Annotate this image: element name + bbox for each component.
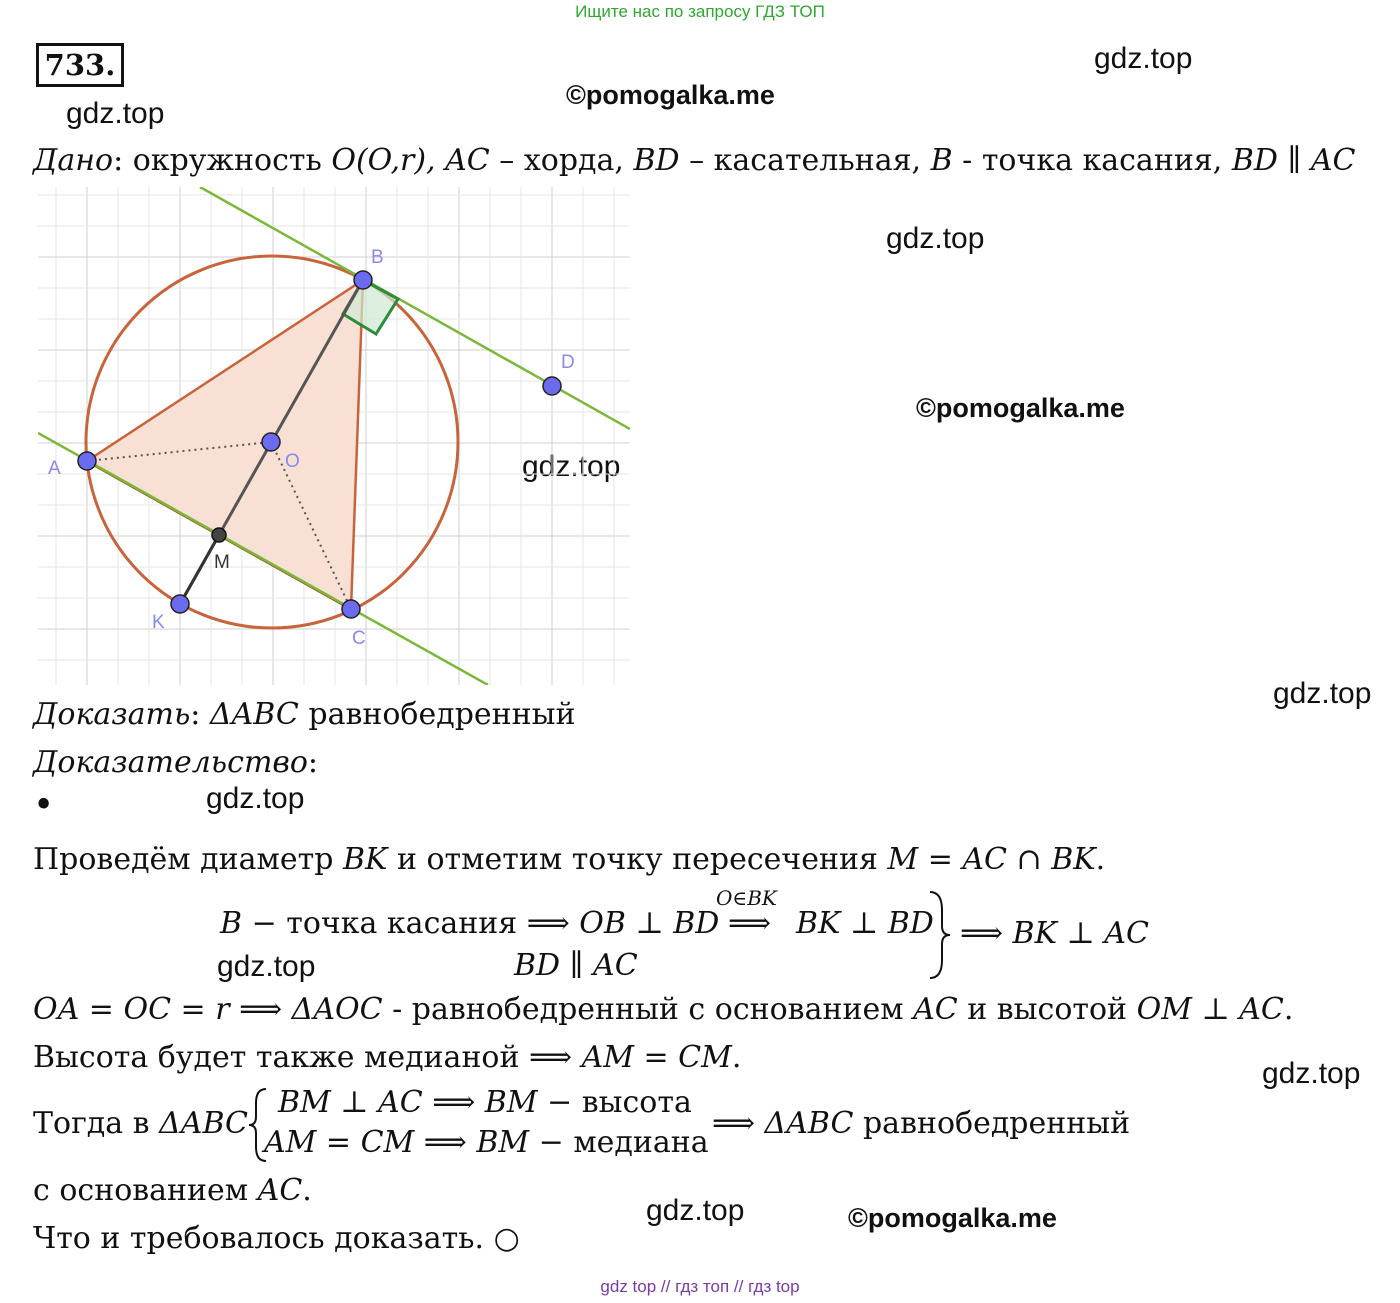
proof-step-2: [33, 992, 1293, 1028]
system1-line2: BD ∥ AC: [514, 948, 638, 983]
system1-arrow: ⟹: [728, 906, 772, 941]
watermark-gdz: gdz.top: [66, 97, 165, 130]
step-math: OM ⊥ AC: [1136, 992, 1284, 1027]
prove-text: :: [190, 697, 210, 732]
conclusion: Что и требовалось доказать. ○: [33, 1221, 520, 1256]
system-math: ⟹ OB ⊥ BD: [526, 906, 720, 941]
label-d: D: [561, 352, 575, 373]
proof-step-5: [33, 1173, 312, 1209]
watermark-gdz: gdz.top: [1094, 42, 1193, 75]
given-text: – касательная,: [679, 143, 931, 178]
watermark-gdz: gdz.top: [522, 450, 621, 483]
label-c: C: [352, 628, 366, 649]
system-math: AM = CM ⟹ BM: [264, 1125, 530, 1160]
watermark-gdz: gdz.top: [646, 1194, 745, 1227]
step-math: ΔABC: [159, 1106, 248, 1141]
given-label: Дано: [33, 143, 114, 178]
bullet: •: [33, 785, 55, 826]
problem-number: 733.: [36, 43, 124, 87]
prove-math: ΔABC: [209, 697, 299, 732]
label-m: M: [214, 552, 230, 573]
point-k: [171, 595, 189, 613]
step-math: AC: [913, 992, 958, 1027]
given-math: B: [930, 143, 953, 178]
step-math: M = AC ∩ BK: [887, 842, 1096, 877]
watermark-pomogalka: ©pomogalka.me: [566, 80, 775, 110]
watermark-pomogalka: ©pomogalka.me: [848, 1203, 1057, 1233]
prove-text: равнобедренный: [298, 697, 576, 732]
watermark-gdz: gdz.top: [886, 222, 985, 255]
given-math: BD ∥ AC: [1231, 143, 1356, 178]
step-text: и высотой: [957, 992, 1137, 1027]
system-text: − медиана: [529, 1125, 709, 1160]
point-d: [543, 377, 561, 395]
watermark-gdz: gdz.top: [217, 950, 316, 983]
label-k: K: [152, 612, 165, 633]
step-text: - равнобедренный с основанием: [382, 992, 914, 1027]
step-text: Высота будет также медианой: [33, 1040, 530, 1075]
watermark-gdz: gdz.top: [1262, 1057, 1361, 1090]
label-a: A: [48, 458, 61, 479]
given-math: O(O,r), AC: [331, 143, 490, 178]
system-math: ⟹ ΔABC: [712, 1106, 854, 1141]
watermark-gdz: gdz.top: [206, 782, 305, 815]
given-text: – хорда,: [489, 143, 634, 178]
geometry-figure: [38, 187, 630, 685]
proof-step-1: [33, 842, 1105, 878]
watermark-gdz: gdz.top: [1273, 677, 1372, 710]
label-o: O: [285, 451, 300, 472]
given-text: : окружность: [113, 143, 332, 178]
point-m: [212, 528, 226, 542]
system2-line2: [264, 1125, 709, 1161]
step-text: с основанием: [33, 1173, 258, 1208]
top-banner[interactable]: Ищите нас по запросу ГДЗ ТОП: [575, 2, 825, 21]
system1-over: O∈BK: [716, 886, 777, 910]
proof-label: Доказательство: [33, 745, 308, 780]
step-text: Проведём диаметр: [33, 842, 343, 877]
system2-result: [712, 1106, 1130, 1142]
system-math: BM ⊥ AC ⟹ BM: [278, 1085, 538, 1120]
system1-result: ⟹ BK ⊥ AC: [960, 916, 1149, 951]
system-math: B: [220, 906, 243, 941]
proof-colon: :: [307, 745, 319, 780]
given-math: BD: [633, 143, 680, 178]
system1-line1: [220, 906, 719, 942]
system1-bk-bd: BK ⊥ BD: [796, 906, 934, 941]
proof-heading: [33, 745, 318, 781]
point-o: [262, 433, 280, 451]
label-b: B: [371, 247, 384, 268]
proof-step-4-prefix: [33, 1106, 248, 1142]
given-text: - точка касания,: [952, 143, 1232, 178]
proof-step-3: [33, 1040, 741, 1076]
step-text: .: [731, 1040, 742, 1075]
system2-line1: [278, 1085, 692, 1121]
step-math: BK: [342, 842, 388, 877]
watermark-pomogalka: ©pomogalka.me: [916, 393, 1125, 423]
system-text: точка касания: [276, 906, 527, 941]
point-b: [354, 271, 372, 289]
step-text: .: [302, 1173, 312, 1208]
right-brace: [926, 890, 952, 980]
system-text: равнобедренный: [853, 1106, 1131, 1141]
prove-line: [33, 697, 576, 733]
step-text: .: [1095, 842, 1106, 877]
point-a: [78, 452, 96, 470]
step-math: OA = OC = r ⟹ ΔAOC: [33, 992, 383, 1027]
step-text: .: [1283, 992, 1294, 1027]
given-line: [33, 143, 1355, 179]
step-math: AC: [257, 1173, 303, 1208]
system-text: − высота: [537, 1085, 692, 1120]
step-text: и отметим точку пересечения: [387, 842, 888, 877]
prove-label: Доказать: [33, 697, 191, 732]
system-dash: −: [251, 906, 277, 941]
step-text: Тогда в: [33, 1106, 160, 1141]
point-c: [342, 600, 360, 618]
step-math: ⟹ AM = CM: [529, 1040, 732, 1075]
bottom-banner[interactable]: gdz top // гдз топ // гдз top: [600, 1277, 800, 1296]
